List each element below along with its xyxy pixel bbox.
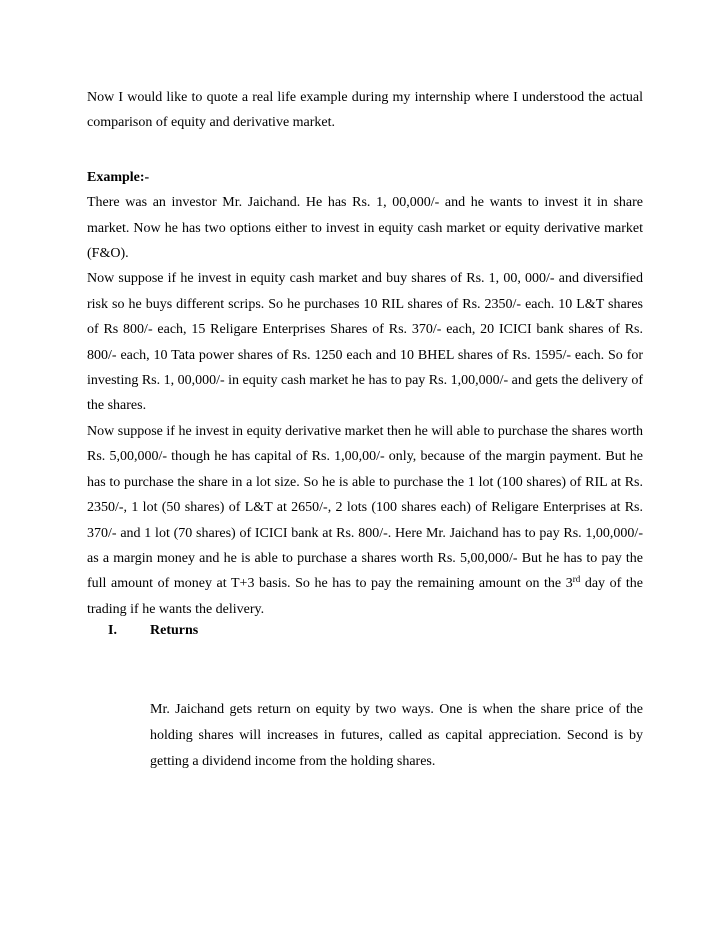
section-title: Returns (150, 623, 199, 638)
returns-section (108, 623, 643, 769)
paragraph-3-tail-text: day of the trading if he wants the delivery. (87, 576, 643, 617)
example-paragraph-1: There was an investor Mr. Jaichand. He has Rs. 1, 00,000/- and he wants to invest it in share market. Now he has two options either to invest in equity cash market or equity derivative market (F&O). (87, 195, 643, 262)
document-page (87, 85, 643, 622)
ordinal-superscript: rd (572, 574, 581, 585)
example-paragraph-3 (87, 419, 643, 622)
section-body: Mr. Jaichand gets return on equity by two ways. One is when the share price of the holding shares will increases in futures, called as capital appreciation. Second is by getting a dividend income from the holding shares. (150, 702, 643, 769)
section-number: I. (108, 623, 117, 638)
example-paragraph-2: Now suppose if he invest in equity cash market and buy shares of Rs. 1, 00, 000/- and diversified risk so he buys different scrips. So he purchases 10 RIL shares of Rs. 2350/- each. 10 L&T shares of Rs 800/- each, 15 Religare Enterprises Shares of Rs. 370/- each, 20 ICICI bank shares of Rs. 800/- each, 10 Tata power shares of Rs. 1250 each and 10 BHEL shares of Rs. 1595/- each. So for investing Rs. 1, 00,000/- in equity cash market he has to pay Rs. 1,00,000/- and gets the delivery of the shares. (87, 271, 644, 414)
paragraph-3-main-text: Now suppose if he invest in equity derivative market then he will able to purchase the shares worth Rs. 5,00,000/- though he has capital of Rs. 1,00,00/- only, because of the margin payment. But he has to purchase the share in a lot size. So he is able to purchase the 1 lot (100 shares) of RIL at Rs. 2350/-, 1 lot (50 shares) of L&T at 2650/-, 2 lots (100 shares each) of Religare Enterprises at Rs. 370/- and 1 lot (70 shares) of ICICI bank at Rs. 800/-. Here Mr. Jaichand has to pay Rs. 1,00,000/- as a margin money and he is able to purchase a shares worth Rs. 5,00,000/- But he has to pay the full amount of money at T+3 basis. So he has to pay the remaining amount on the 3 (87, 423, 643, 592)
section-heading (108, 623, 643, 645)
spacer (87, 136, 643, 165)
intro-paragraph: Now I would like to quote a real life example during my internship where I understood the actual comparison of equity and derivative market. (87, 90, 643, 131)
example-heading: Example:- (87, 169, 150, 185)
